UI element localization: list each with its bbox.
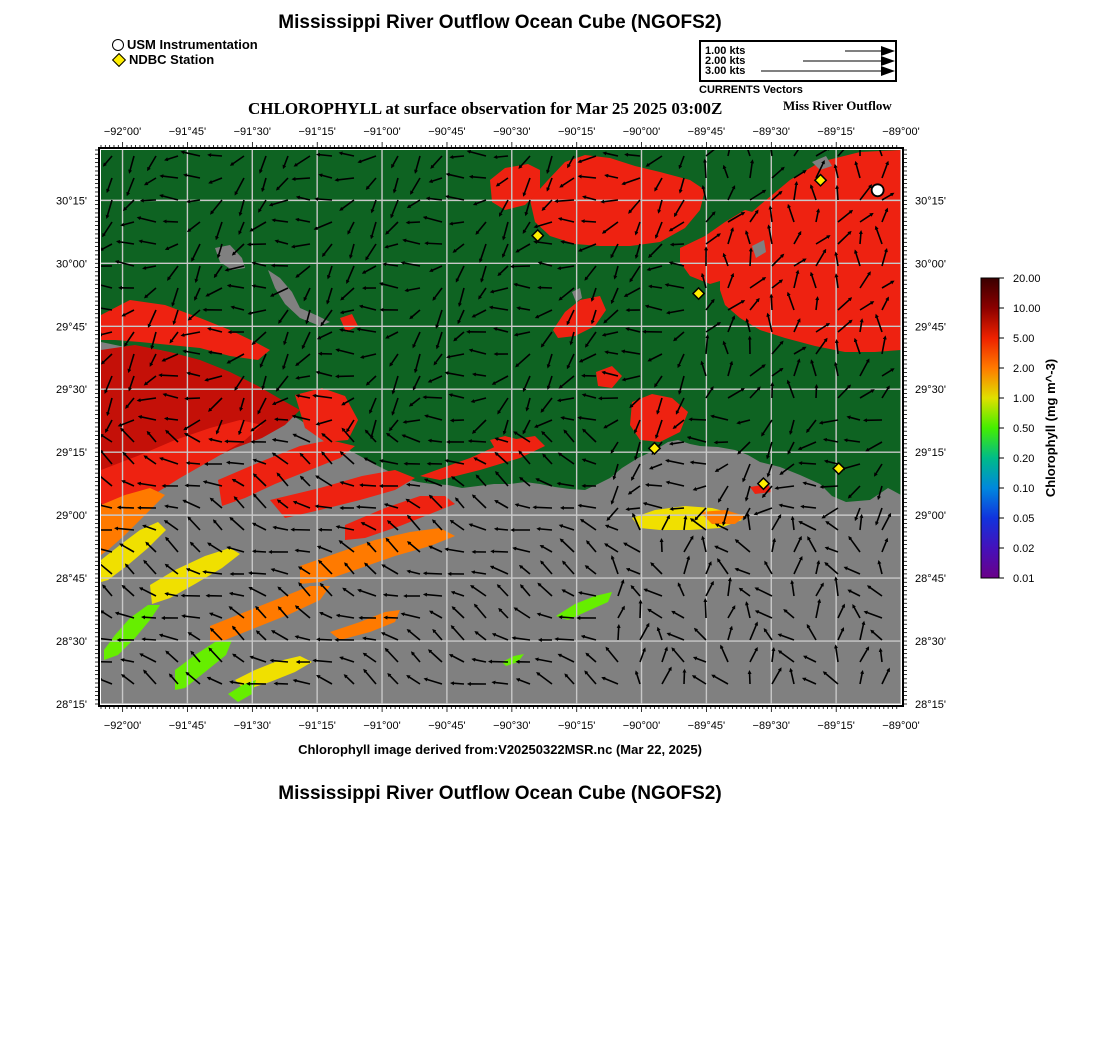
legend-ndbc-label: NDBC Station <box>129 52 215 67</box>
river-label: Miss River Outflow <box>783 98 892 113</box>
lat-label-right: 28°15' <box>915 699 946 711</box>
colorbar-label: 10.00 <box>1013 303 1041 315</box>
lon-label-bottom: −90°30' <box>493 720 531 732</box>
lat-label-right: 28°45' <box>915 573 946 586</box>
current-vector <box>251 573 266 574</box>
lat-label-left: 28°30' <box>56 636 87 649</box>
vector-row-3: 3.00 kts <box>705 65 746 77</box>
colorbar-label: 5.00 <box>1013 333 1035 345</box>
lat-label-left: 28°15' <box>56 699 87 711</box>
current-vector <box>409 222 420 223</box>
lon-label-top: −89°15' <box>817 126 855 138</box>
current-vector <box>255 551 266 552</box>
lon-label-bottom: −90°45' <box>428 720 466 732</box>
lon-label-bottom: −91°00' <box>363 720 401 732</box>
lat-label-left: 29°30' <box>56 384 87 397</box>
lon-label-bottom: −89°00' <box>882 720 920 732</box>
lon-label-bottom: −91°45' <box>168 720 207 732</box>
current-vector <box>640 602 641 618</box>
current-vector <box>166 221 178 222</box>
second-title: Mississippi River Outflow Ocean Cube (NGOFS2) <box>278 783 722 804</box>
current-vector <box>691 419 706 420</box>
lat-label-left: 30°00' <box>56 258 87 271</box>
lon-label-top: −92°00' <box>103 126 142 138</box>
page-title: Mississippi River Outflow Ocean Cube (NGOFS2) <box>278 12 722 33</box>
colorbar-label: 0.05 <box>1013 513 1035 525</box>
colorbar-gradient <box>981 278 999 578</box>
current-vector <box>496 156 508 157</box>
lon-label-top: −90°45' <box>428 126 466 138</box>
current-vector <box>143 200 156 201</box>
colorbar-label: 0.10 <box>1013 483 1035 495</box>
current-vector <box>210 155 222 156</box>
current-vector <box>801 463 816 464</box>
lat-label-left: 29°45' <box>56 321 87 334</box>
lon-label-top: −91°30' <box>233 126 271 138</box>
current-vector <box>227 441 244 442</box>
colorbar-label: 0.20 <box>1013 453 1035 465</box>
lon-label-top: −90°00' <box>622 126 661 138</box>
current-vector <box>386 595 398 596</box>
lat-label-right: 29°15' <box>915 447 946 460</box>
lat-label-left: 30°15' <box>56 195 87 208</box>
current-vector <box>771 297 772 310</box>
lat-label-left: 28°45' <box>56 573 87 586</box>
current-vector <box>513 266 530 267</box>
colorbar-label: 20.00 <box>1013 273 1041 285</box>
current-vector <box>427 243 442 244</box>
current-vector <box>189 463 200 464</box>
current-vector <box>557 639 574 640</box>
lat-label-right: 28°30' <box>915 636 946 649</box>
lon-label-bottom: −92°00' <box>103 720 142 732</box>
colorbar-title: Chlorophyll (mg m^-3) <box>1043 358 1058 498</box>
lon-label-top: −89°00' <box>882 126 920 138</box>
current-vector <box>161 375 178 376</box>
map-plot-area <box>95 139 901 704</box>
current-vector <box>471 441 486 442</box>
vector-row-2: 2.00 kts <box>705 55 746 67</box>
current-vector <box>860 233 861 244</box>
current-vector <box>120 507 134 508</box>
current-vector <box>493 551 508 552</box>
vector-caption: CURRENTS Vectors <box>699 84 803 96</box>
current-vector <box>452 156 464 157</box>
lon-label-bottom: −91°30' <box>233 720 271 732</box>
current-vector <box>497 529 508 530</box>
colorbar-label: 2.00 <box>1013 363 1035 375</box>
current-vector <box>584 221 596 222</box>
current-vector <box>750 250 751 266</box>
legend-usm-label: USM Instrumentation <box>127 37 258 52</box>
current-vector <box>317 199 332 200</box>
current-vector <box>277 419 288 420</box>
current-vector <box>425 397 442 398</box>
colorbar-label: 0.01 <box>1013 573 1035 585</box>
lon-label-top: −90°15' <box>557 126 596 138</box>
lat-label-right: 29°45' <box>915 321 946 334</box>
current-vector <box>187 398 200 399</box>
lat-label-right: 29°30' <box>915 384 946 397</box>
current-vector <box>539 529 552 530</box>
current-vector <box>359 507 376 508</box>
lat-label-right: 30°15' <box>915 195 946 208</box>
current-vector <box>294 178 310 179</box>
current-vector <box>535 507 552 508</box>
lat-label-right: 30°00' <box>915 258 946 271</box>
usm-instrument-marker[interactable] <box>872 184 884 196</box>
colorbar-label: 0.50 <box>1013 423 1035 435</box>
source-note: Chlorophyll image derived from:V20250322MSR.nc (Mar 22, 2025) <box>298 742 702 757</box>
current-vector <box>705 601 706 618</box>
lon-label-bottom: −89°45' <box>687 720 726 732</box>
lon-label-top: −91°00' <box>363 126 401 138</box>
current-vector <box>822 486 838 487</box>
lat-label-left: 29°00' <box>56 510 87 523</box>
current-vector <box>144 617 156 618</box>
current-vector <box>319 639 332 640</box>
lat-label-right: 29°00' <box>915 510 946 523</box>
colorbar-label: 1.00 <box>1013 393 1035 405</box>
map-subtitle: CHLOROPHYLL at surface observation for Mar 25 2025 03:00Z <box>248 99 723 118</box>
current-vector <box>453 683 464 684</box>
lon-label-bottom: −91°15' <box>298 720 336 732</box>
current-vector <box>188 485 200 486</box>
current-vector <box>837 188 838 200</box>
lon-label-bottom: −89°30' <box>752 720 790 732</box>
current-vector <box>426 573 442 574</box>
lon-label-top: −90°30' <box>493 126 531 138</box>
current-vector <box>618 627 619 640</box>
colorbar-label: 0.02 <box>1013 543 1035 555</box>
lon-label-bottom: −89°15' <box>817 720 855 732</box>
lat-label-left: 29°15' <box>56 447 87 460</box>
current-vector <box>362 485 376 486</box>
current-vector <box>705 162 706 178</box>
lon-label-bottom: −90°00' <box>622 720 661 732</box>
lon-label-top: −89°30' <box>752 126 790 138</box>
current-vector <box>673 244 684 245</box>
current-vector <box>144 639 156 640</box>
lon-label-top: −89°45' <box>687 126 726 138</box>
lon-label-top: −91°15' <box>298 126 336 138</box>
lon-label-bottom: −90°15' <box>557 720 596 732</box>
current-vector <box>561 617 574 618</box>
colorbar <box>981 273 1058 585</box>
lon-label-top: −91°45' <box>168 126 207 138</box>
vector-row-1: 1.00 kts <box>705 45 746 57</box>
current-vector <box>672 508 684 509</box>
current-vector <box>648 485 662 486</box>
